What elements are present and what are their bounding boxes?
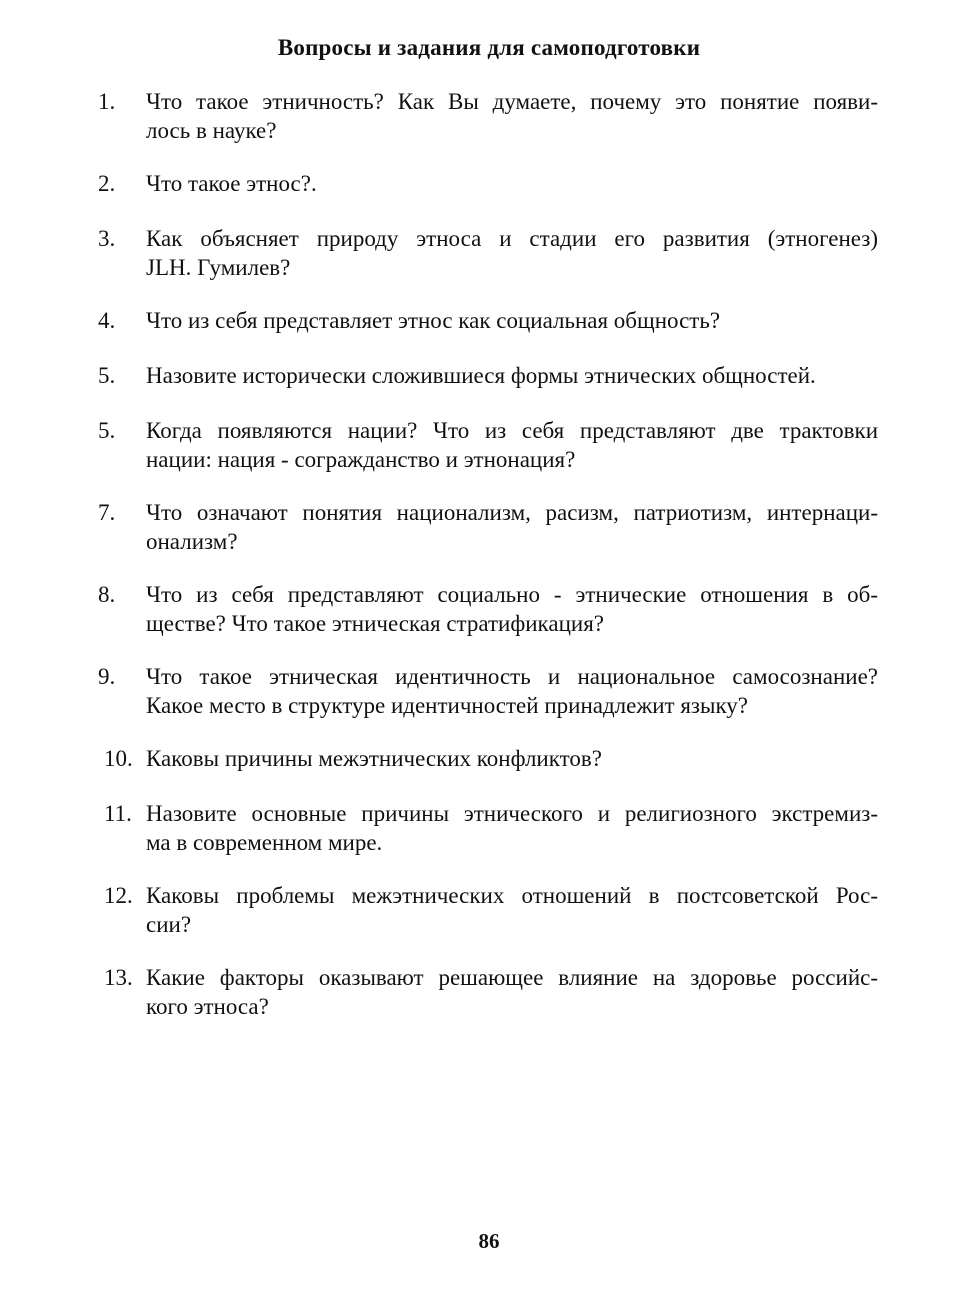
question-item-12 [98, 881, 878, 939]
question-item-3 [98, 224, 878, 282]
question-text-line: сии? [146, 912, 192, 937]
question-text-line: Какое место в структуре идентичностей принадлежит языку? [146, 693, 749, 718]
question-text-line: Что из себя представляют социально - этнические отношения в об- [146, 582, 878, 607]
question-number: 10. [104, 746, 133, 771]
question-number: 13. [104, 965, 133, 990]
question-text [146, 580, 878, 638]
question-text-line: Что такое этнос?. [146, 171, 317, 196]
question-item-11 [98, 799, 878, 857]
question-number: 12. [104, 883, 133, 908]
question-item-2 [98, 169, 878, 198]
question-text-line: JLH. Гумилев? [146, 255, 291, 280]
question-text-line: кого этноса? [146, 994, 269, 1019]
question-text-line: Когда появляются нации? Что из себя представляют две трактовки [146, 418, 878, 443]
question-number: 5. [98, 418, 116, 443]
question-text-line: Что такое этничность? Как Вы думаете, почему это понятие появи- [146, 89, 878, 114]
question-text-line: Что из себя представляет этнос как социальная общность? [146, 308, 721, 333]
question-number: 4. [98, 308, 116, 333]
question-text-line: ма в современном мире. [146, 830, 383, 855]
question-text-line: Назовите исторически сложившиеся формы этнических общностей. [146, 363, 816, 388]
question-number: 1. [98, 89, 116, 114]
question-number: 11. [104, 801, 132, 826]
question-text-line: ществе? Что такое этническая стратификация? [146, 611, 605, 636]
question-text-line: Каковы причины межэтнических конфликтов? [146, 746, 602, 771]
question-text [146, 361, 878, 390]
question-item-13 [98, 963, 878, 1021]
page-title: Вопросы и задания для самоподготовки [277, 35, 701, 60]
question-number: 2. [98, 171, 116, 196]
question-text-line: Что означают понятия национализм, расизм, патриотизм, интернаци- [146, 500, 878, 525]
question-item-9 [98, 662, 878, 720]
question-text [146, 169, 878, 198]
question-item-7 [98, 498, 878, 556]
question-text [146, 963, 878, 1021]
question-text [146, 306, 878, 335]
question-text-line: нации: нация - согражданство и этнонация? [146, 447, 576, 472]
question-text-line: онализм? [146, 529, 238, 554]
question-text [146, 87, 878, 145]
question-item-5 [98, 361, 878, 390]
question-text [146, 744, 878, 773]
question-number: 5. [98, 363, 116, 388]
question-number: 9. [98, 664, 116, 689]
questions-list [98, 87, 878, 1021]
question-text-line: Какие факторы оказывают решающее влияние на здоровье российс- [146, 965, 878, 990]
question-number: 3. [98, 226, 116, 251]
question-text [146, 662, 878, 720]
question-text [146, 416, 878, 474]
question-text-line: Что такое этническая идентичность и национальное самосознание? [146, 664, 878, 689]
question-text [146, 224, 878, 282]
question-item-8 [98, 580, 878, 638]
question-item-6 [98, 416, 878, 474]
question-text-line: лось в науке? [146, 118, 277, 143]
question-number: 8. [98, 582, 116, 607]
page-number: 86 [478, 1229, 500, 1253]
question-number: 7. [98, 500, 116, 525]
question-text-line: Каковы проблемы межэтнических отношений в постсоветской Рос- [146, 883, 878, 908]
question-item-1 [98, 87, 878, 145]
question-text [146, 498, 878, 556]
question-text-line: Как объясняет природу этноса и стадии его развития (этногенез) [146, 226, 878, 251]
question-text-line: Назовите основные причины этнического и религиозного экстремиз- [146, 801, 878, 826]
question-text [146, 881, 878, 939]
question-text [146, 799, 878, 857]
question-item-4 [98, 306, 878, 335]
question-item-10 [98, 744, 878, 773]
